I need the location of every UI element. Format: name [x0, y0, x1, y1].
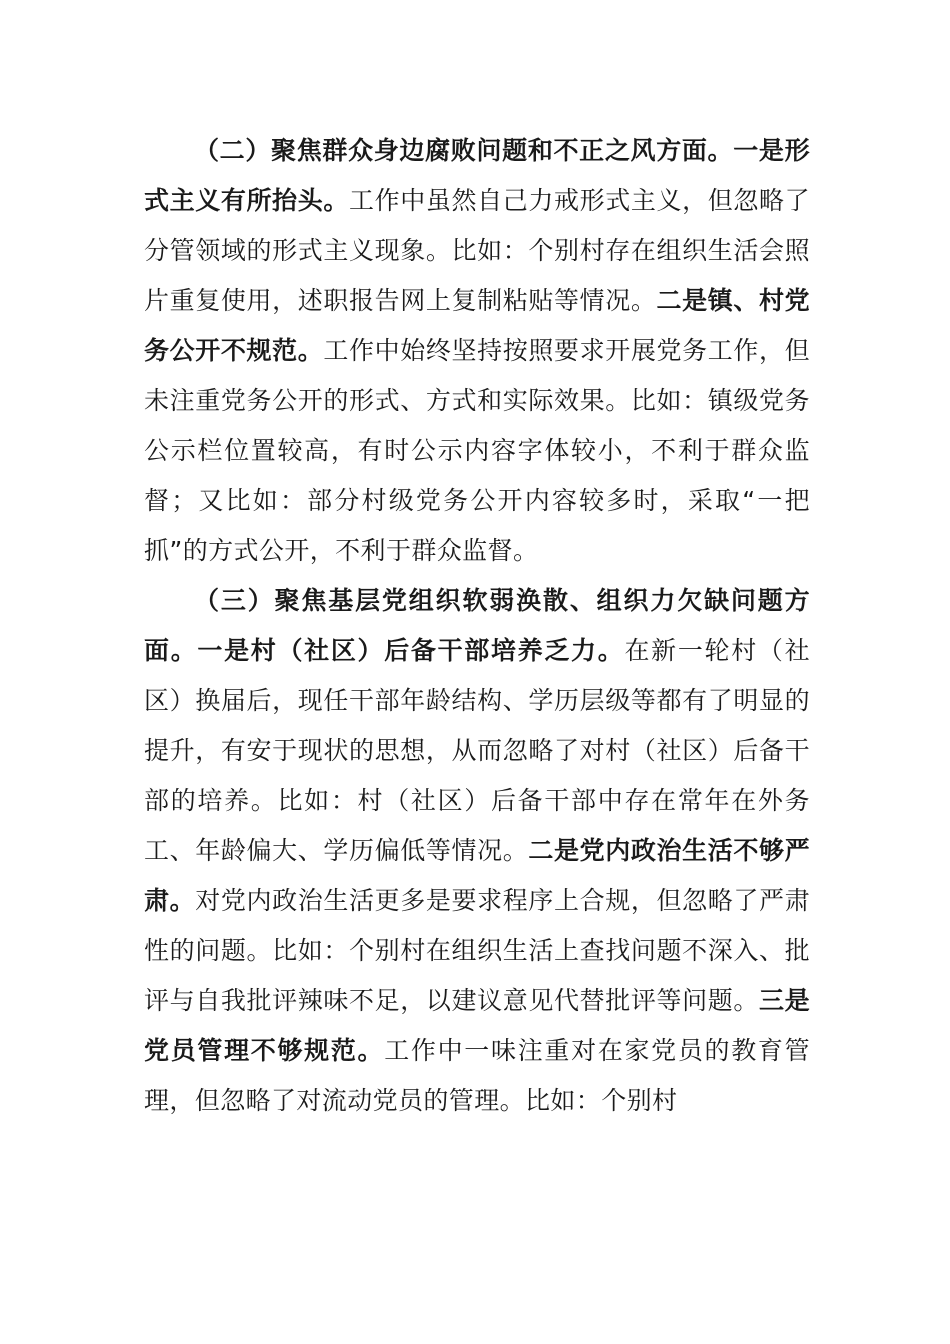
section-three-heading: （三）聚焦基层党组织软弱涣散、组织力欠缺问题方面。 [144, 586, 810, 665]
section-two-heading: （二）聚焦群众身边腐败问题和不正之风方面。 [194, 136, 734, 165]
point-one-body: 工作中虽然自己力戒形式主义，但忽略了分管领域的形式主义现象。比如：个别村存在组织生活会照片重复使用，述职报告网上复制粘贴等情况。 [144, 186, 811, 315]
point-two-body: 对党内政治生活更多是要求程序上合规，但忽略了严肃性的问题。比如：个别村在组织生活上查找问题不深入、批评与自我批评辣味不足，以建议意见代替批评等问题。 [144, 886, 810, 1015]
document-body [144, 126, 810, 1126]
point-one-heading: 一是形式主义有所抬头。 [144, 136, 811, 215]
paragraph-section-two [144, 126, 810, 576]
point-two-body: 工作中始终坚持按照要求开展党务工作，但未注重党务公开的形式、方式和实际效果。比如：镇级党务公示栏位置较高，有时公示内容字体较小，不利于群众监督；又比如：部分村级党务公开内容较多时，采取“一把抓”的方式公开，不利于群众监督。 [144, 336, 810, 565]
point-one-body: 在新一轮村（社区）换届后，现任干部年龄结构、学历层级等都有了明显的提升，有安于现状的思想，从而忽略了对村（社区）后备干部的培养。比如：村（社区）后备干部中存在常年在外务工、年龄偏大、学历偏低等情况。 [144, 636, 810, 865]
point-three-body: 工作中一味注重对在家党员的教育管理，但忽略了对流动党员的管理。比如：个别村 [144, 1036, 811, 1115]
point-one-heading: 一是村（社区）后备干部培养乏力。 [197, 636, 625, 665]
paragraph-section-three [144, 576, 810, 1126]
point-two-heading: 二是镇、村党务公开不规范。 [144, 286, 810, 365]
point-three-heading: 三是党员管理不够规范。 [144, 986, 810, 1065]
point-two-heading: 二是党内政治生活不够严肃。 [144, 836, 810, 915]
